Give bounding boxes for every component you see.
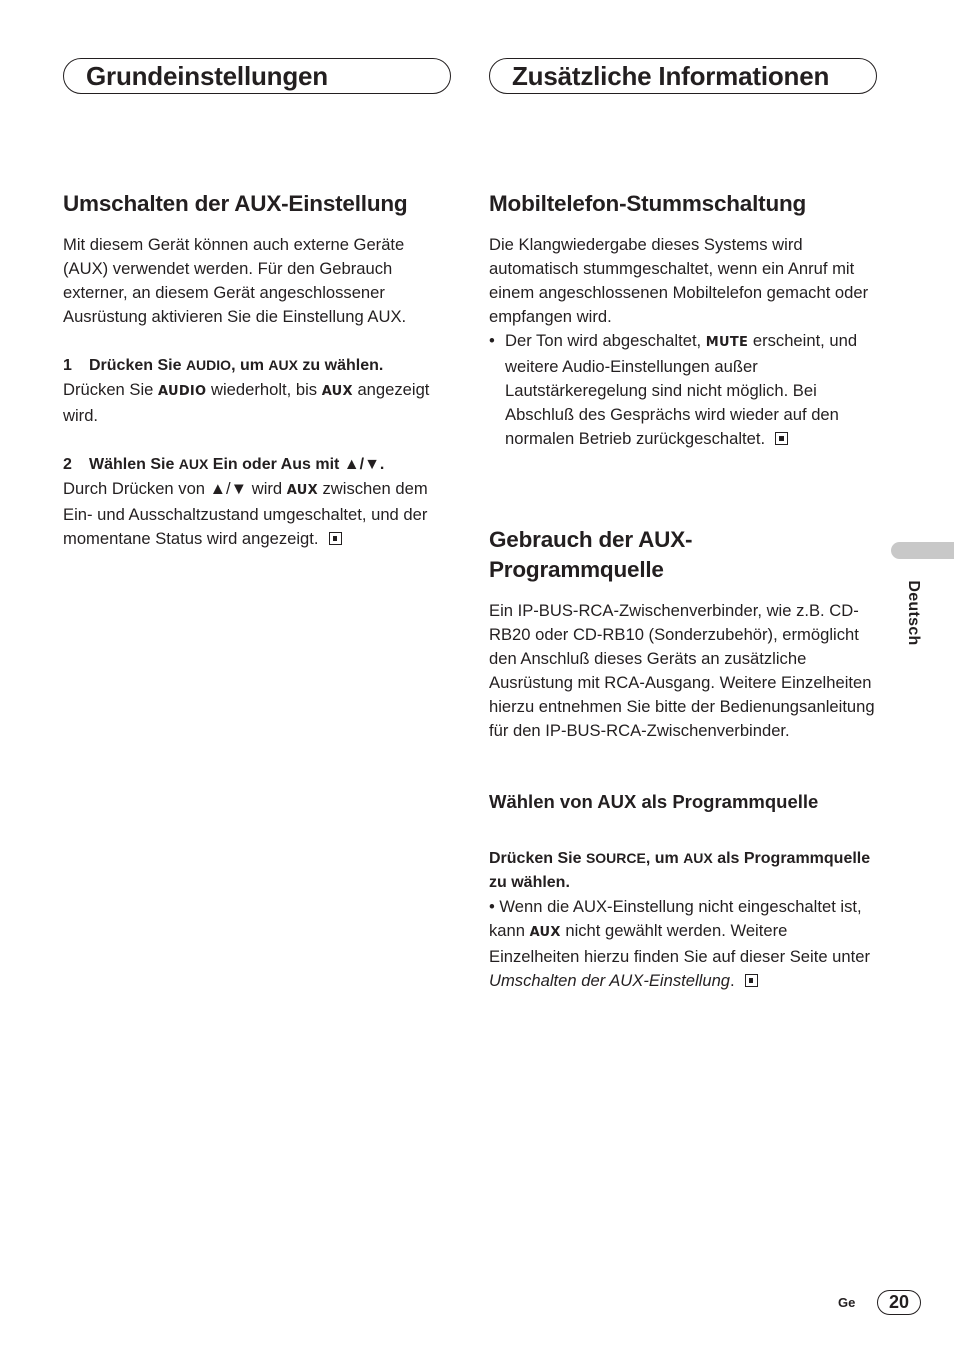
step-2-body [63,477,453,551]
bullet-icon: • [489,331,495,350]
body-text: wiederholt, bis [206,380,322,399]
language-tab-marker [891,542,954,559]
body-text: Durch Drücken von ▲/▼ wird [63,479,287,498]
step-1 [63,353,453,428]
body-text: nicht gewählt werden. Weitere Einzelheiten hierzu finden Sie auf dieser Seite unter [489,921,870,966]
end-of-section-icon [745,974,758,987]
step-text: , um [231,357,269,374]
display-aux: AUX [529,925,561,940]
body-text: Drücken Sie [63,380,158,399]
cross-reference: Umschalten der AUX-Einstellung [489,971,731,990]
step-text: Drücken Sie [489,850,586,867]
display-mute: MUTE [705,335,749,350]
step-text: , um [645,850,684,867]
step-2 [63,452,453,551]
subheading-select-aux: Wählen von AUX als Programmquelle [489,791,819,812]
end-of-section-icon [329,532,342,545]
display-aux: AUX [321,384,353,399]
body-text: erscheint, und weitere Audio-Einstellungen außer Lautstärkeregelung sind nicht möglich. Bei Abschluß des Gesprächs wird wieder auf den normalen Betrieb zurückgeschaltet. [505,331,858,448]
key-aux: AUX [268,357,298,373]
body-text: angezeigt wird. [63,380,430,425]
key-aux: AUX [683,850,713,866]
body-text: . [730,971,735,990]
section-title-right: Zusätzliche Informationen [489,58,877,94]
body-text: zwischen dem Ein- und Ausschaltzustand umgeschaltet, und der momentane Status wird angezeigt. [63,479,428,548]
select-aux-note [489,895,881,993]
aux-intro-text: Mit diesem Gerät können auch externe Geräte (AUX) verwendet werden. Für den Gebrauch externer, an diesem Gerät angeschlossener Ausrüstung aktivieren Sie die Einstellung AUX. [63,235,407,326]
display-aux: AUX [286,483,318,498]
left-column [63,189,453,551]
heading-aux-setting: Umschalten der AUX-Einstellung [63,191,408,216]
footer-language-code: Ge [838,1295,856,1310]
section-title-left: Grundeinstellungen [63,58,451,94]
body-text: Wenn die AUX-Einstellung nicht eingeschaltet ist, kann [489,897,862,940]
step-number: 2 [63,456,72,473]
body-text: Der Ton wird abgeschaltet, [505,331,706,350]
step-text: Drücken Sie [89,357,186,374]
select-aux-instruction [489,846,881,895]
step-text: Ein oder Aus mit ▲/▼. [208,456,385,473]
right-column [489,189,881,993]
step-1-body [63,378,453,428]
heading-line: Programmquelle [489,557,664,582]
step-text: Wählen Sie [89,456,179,473]
bullet-text [505,329,881,451]
step-1-title [63,353,453,378]
page-number: 20 [877,1290,921,1315]
mobile-mute-intro: Die Klangwiedergabe dieses Systems wird automatisch stummgeschaltet, wenn ein Anruf mit einem angeschlossenen Mobiltelefon gemacht oder empfangen wird. [489,235,869,326]
heading-mobile-mute: Mobiltelefon-Stummschaltung [489,191,807,216]
step-text: zu wählen. [297,357,384,374]
key-source: SOURCE [585,850,646,866]
mobile-mute-bullet [489,329,881,451]
language-tab-label: Deutsch [905,580,922,646]
heading-line: Gebrauch der AUX- [489,527,693,552]
key-audio: AUDIO [185,357,232,373]
aux-source-intro: Ein IP-BUS-RCA-Zwischenverbinder, wie z.B. CD-RB20 oder CD-RB10 (Sonderzubehör), ermöglicht den Anschluß dieses Geräts an zusätzliche Ausrüstung mit RCA-Ausgang. Weitere Einzelheiten hierzu entnehmen Sie bitte der Bedienungsanleitung für den IP-BUS-RCA-Zwischenverbinder. [489,601,875,740]
end-of-section-icon [775,432,788,445]
step-2-title [63,452,453,477]
key-aux: AUX [178,456,209,472]
heading-aux-source [489,525,881,585]
display-audio: AUDIO [158,384,207,399]
step-text: als Programmquelle zu wählen. [489,850,871,891]
step-number: 1 [63,357,72,374]
bullet-icon: • [489,897,500,916]
